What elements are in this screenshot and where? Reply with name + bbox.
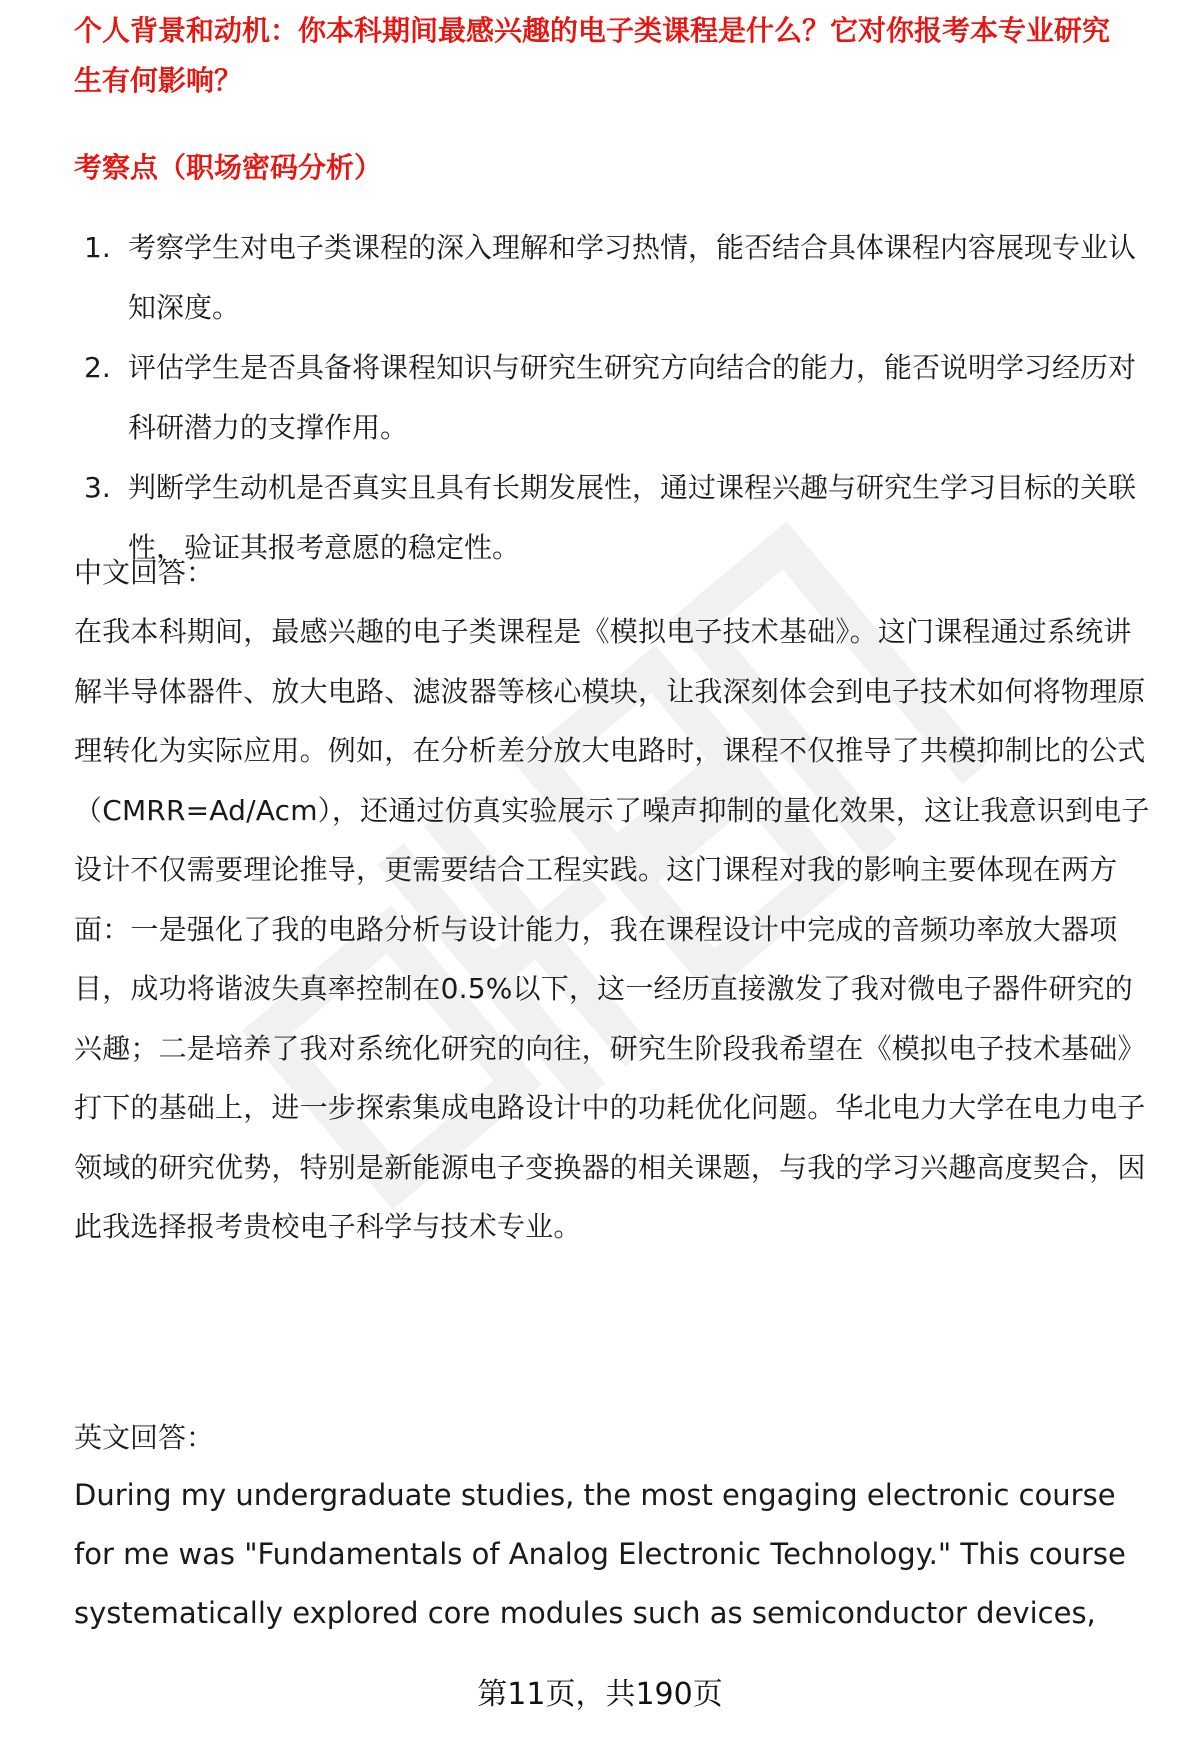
point-number: 3.: [84, 471, 111, 504]
point-text: 考察学生对电子类课程的深入理解和学习热情，能否结合具体课程内容展现专业认知深度。: [128, 231, 1137, 324]
question-title-clipped-line: [74, 6, 1134, 97]
analysis-point: [74, 458, 1144, 578]
question-title-text: 个人背景和动机：你本科期间最感兴趣的电子类课程是什么？它对你报考本专业研究生有何影响？: [74, 14, 1111, 97]
english-answer-label: 英文回答：: [74, 1421, 215, 1454]
chinese-answer-label: 中文回答：: [74, 556, 215, 589]
analysis-point: [74, 338, 1144, 458]
chinese-answer-text: 在我本科期间，最感兴趣的电子类课程是《模拟电子技术基础》。这门课程通过系统讲解半导体器件、放大电路、滤波器等核心模块，让我深刻体会到电子技术如何将物理原理转化为实际应用。例如，在分析差分放大电路时，课程不仅推导了共模抑制比的公式（CMRR=Ad/Acm），还通过仿真实验展示了噪声抑制的量化效果，这让我意识到电子设计不仅需要理论推导，更需要结合工程实践。这门课程对我的影响主要体现在两方面：一是强化了我的电路分析与设计能力，我在课程设计中完成的音频功率放大器项目，成功将谐波失真率控制在0.5%以下，这一经历直接激发了我对微电子器件研究的兴趣；二是培养了我对系统化研究的向往，研究生阶段我希望在《模拟电子技术基础》打下的基础上，进一步探索集成电路设计中的功耗优化问题。华北电力大学在电力电子领域的研究优势，特别是新能源电子变换器的相关课题，与我的学习兴趣高度契合，因此我选择报考贵校电子科学与技术专业。: [74, 615, 1150, 1243]
analysis-point: [74, 218, 1144, 338]
point-text: 评估学生是否具备将课程知识与研究生研究方向结合的能力，能否说明学习经历对科研潜力的支撑作用。: [128, 351, 1137, 444]
point-text: 判断学生动机是否真实且具有长期发展性，通过课程兴趣与研究生学习目标的关联性，验证其报考意愿的稳定性。: [128, 471, 1137, 564]
analysis-heading: 考察点（职场密码分析）: [74, 151, 383, 184]
point-number: 2.: [84, 351, 111, 384]
analysis-points-list: [74, 218, 1144, 578]
question-title: [74, 14, 1134, 97]
point-number: 1.: [84, 231, 111, 264]
page-number-footer: 第11页，共190页: [477, 1677, 723, 1712]
english-answer-text: During my undergraduate studies, the most engaging electronic course for me was "Fundamentals of Analog Electronic Technology." This course systematically explored core modules such as semiconductor devices,: [74, 1478, 1126, 1630]
